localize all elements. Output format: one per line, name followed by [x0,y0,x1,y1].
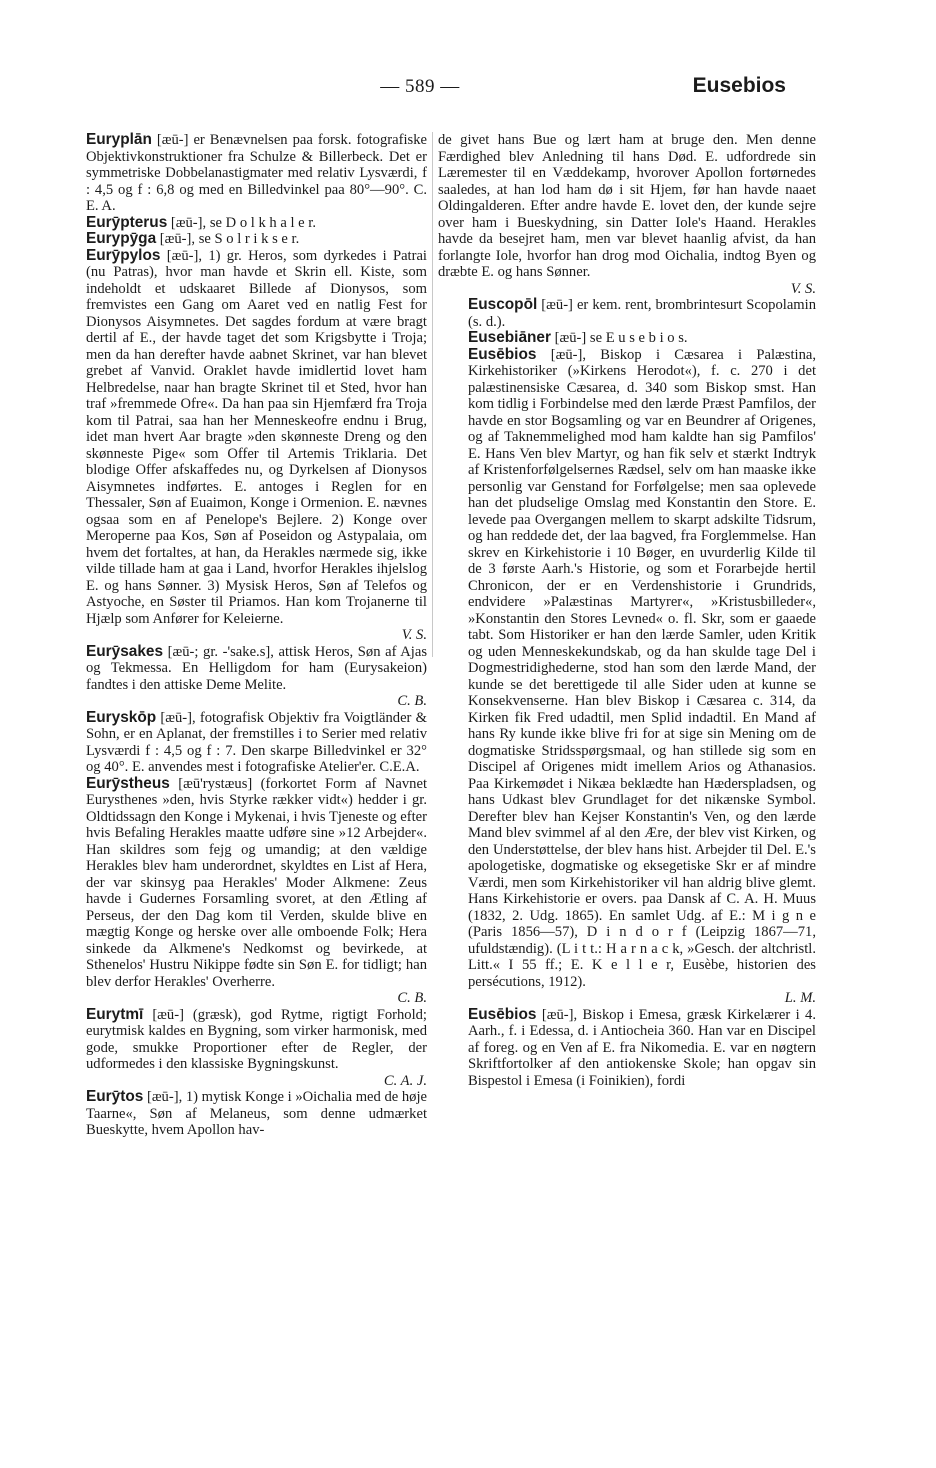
entry-euryplan [56,132,427,215]
author-signature: V. S. [790,280,816,297]
entry-euryskop [56,710,427,776]
entry-text: [æū-], se D o l k h a l e r. [167,214,317,231]
entry-text: [æū-], Biskop i Emesa, græsk Kirkelærer i 4. Aarh., f. i Edessa, d. i Antiocheia 360. Han var en Discipel af foreg. og en Ven af E. fra Nikomedia. E. var en nøgtern Skriftfortolker af den antiokenske Skole; han opgav sin Bispestol i Emesa (i Foinikien), fordi [468,1006,816,1089]
page-number: — 589 — [380,76,460,97]
right-column [438,132,816,1089]
headword: Euryplān [86,131,152,148]
headword: Eusēbios [468,345,537,363]
headword: Eurȳtos [86,1088,144,1105]
page-header [0,76,936,106]
author-signature: L. M. [784,990,816,1006]
entry-text: [æū-] er Benævnelsen paa forsk. fotografiske Objektivkonstruktioner fra Schulze & Billerbeck. Det er symmetriske Dobbelanastigmater med relativ Lysværdi, f : 4,5 og f : 6,8 og med en Billedvinkel paa 80°—90°. C. E. A. [86,132,427,214]
entry-eusebios-emesa [438,1007,816,1090]
entry-eurytos [56,1089,427,1139]
headword: Eurȳpterus [86,213,168,231]
headword: Eusēbios [468,1005,537,1023]
running-head: Eusebios [692,74,786,97]
entry-text: de givet hans Bue og lært ham at bruge den. Men denne Færdighed blev Anledning til hans Død. E. udfordrede sin Læremester til en Væddekamp, hvorover Apollon fortørnedes saaledes, at han lod ham dø i sit Hjem, før han havde naaet Oldingalderen. Efter andre havde E. lovet den, der kunde sejre over ham i Bueskydning, sin Datter Iole's Haand. Herakles havde da besejret ham, men var blevet haanlig afvist, da han forlangte Iole, hvorfor han drog mod Oichalia, indtog Byen og dræbte E. og hans Sønner. [438,132,816,280]
entry-eusebios-caesarea [438,347,816,1007]
entry-text: [æū-] se E u s e b i o s. [550,330,688,346]
entry-text: [æū-], fotografisk Objektiv fra Voigtländer & Sohn, er en Aplanat, der fremstilles i to Serier med relativ Lysværdi f : 4,5 og f : 7. Den skarpe Billedvinkel er 32° og 40°. E. anvendes mest i fotografiske Atelier'er. C.E.A. [86,709,427,775]
entry-eurypterus [56,215,427,232]
entry-text: [æū-], Biskop i Cæsarea i Palæstina, Kirkehistoriker (»Kirkens Herodot«), f. c. 270 i det palæstinensiske Cæsarea, d. 340 som Biskop smst. Han kom tidlig i Forbindelse med den lærde Præst Pamfilos, der havde en stor Bogsamling og var en Beundrer af Origenes, og af Taknemmelighed mod ham kaldte han sig Pamfilos' E. Hans Ven blev Martyr, og han fik selv et stærkt Indtryk af Kristenforfølgelsernes Rædsel, selv om han maaske ikke personlig var Genstand for Forfølgelse; men saa oplevede han det pludselige Omslag med Konstantin den Store. E. levede paa Overgangen mellem to skarpt adskilte Tidsrum, og han reddede det, der laa bagved, fra Forglemmelse. Han skrev en Kirkehistorie i 10 Bøger, en uvurderlig Kilde til de 3 første Aarh.'s Historie, og som et Forarbejde hertil Chronicon, der er en Verdenshistorie i Grundrids, endvidere »Palæstinas Martyrer«, »Kristusbilleder«, »Konstantin den Stores Levned« o. fl. Skr, som er gaaede tabt. Som Historiker er han den lærde Samler, uden Kritik og uden Menneskekundskab, og da han skulde tage Del i Dogmestridighederne, stod han som den lærde Mand, der kunde se det berettigede til alle Sider uden at kunne se Konsekvenserne. Han blev Biskop i Cæsarea c. 314, da Kirken fik Fred udadtil, men Splid indadtil. En Mand af hans Ry kunde ikke blive fri for at sige sin Mening om de dogmatiske Stridsspørgsmaal, og han stillede sig som en Discipel af Origenes midt imellem Arios og Athanasios. Paa Kirkemødet i Nikæa beklædte han Hæderspladsen, og hans Udkast blev Grundlaget for det nikænske Symbol. Derefter blev han Kejser Konstantin's Ven, og den lærde Mand blev svimmel af al den Ære, der blev vist Kirken, og den Understøttelse, der blev hans hist. Arbejder til Del. E.'s apologetiske, dogmatiske og eksegetiske Skr er af mindre Værdi, men som Kirkehistoriker vil han aldrig blive glemt. Hans Kirkehistorie er overs. paa Dansk af C. A. H. Muus (1832, 2. Udg. 1865). En samlet Udg. af E.: M i g n e (Paris 1856—57), D i n d o r f (Leipzig 1867—71, ufuldstændig). (L i t t.: H a r n a c k, »Gesch. der altchristl. Litt.« I 55 ff.; E. K e l l e r, Eusèbe, historien des persécutions, 1912). [468,346,816,990]
author-signature: C. A. J. [383,1072,427,1089]
entry-text: [æū-], 1) mytisk Konge i »Oichalia med de høje Taarne«, Søn af Melaneus, som denne udmærket Bueskytte, hvem Apollon hav- [86,1089,428,1138]
entry-text: [æū-], se S o l r i k s e r. [156,231,300,247]
headword: Euscopōl [468,296,538,313]
entry-eusebianer [438,330,816,347]
entry-eurytmi [56,1007,427,1090]
entry-eurytos-continued [438,132,816,297]
column-divider [432,132,433,657]
entry-eurypylos [56,248,427,644]
entry-euscopol [438,297,816,330]
headword: Euryskōp [86,708,157,726]
headword: Eurȳstheus [86,774,170,792]
headword: Eurytmī [86,1005,144,1023]
entry-eurysakes [56,644,427,710]
headword: Eurypȳga [86,230,157,247]
headword: Eurȳsakes [86,642,164,660]
headword: Eusebiāner [468,329,551,346]
entry-text: [æū-] (græsk), god Rytme, rigtigt Forhold; eurytmisk kaldes en Bygning, som virker harmonisk, med gode, smukke Proportioner efter de Regler, der udformedes i den klassiske Bygningskunst. [86,1006,427,1072]
headword: Eurȳpylos [86,246,161,264]
entry-text: [æū-; gr. -'sake.s], attisk Heros, Søn af Ajas og Tekmessa. En Helligdom for ham (Eurysakeion) fandtes i den attiske Deme Melite. [86,643,427,693]
left-column [56,132,427,1139]
entry-eurystheus [56,776,427,1007]
entry-text: [æū-], 1) gr. Heros, som dyrkedes i Patrai (nu Patras), hvor man havde et Skrin ell. Kiste, som indeholdt et udskaaret Billede af Dionysos, som fremvistes een Gang om Aaret ved en natlig Fest for Dionysos Aisymnetes. Det sagdes fordum at være bragt dertil af E., der havde taget det som Krigsbytte i Troja; men da han derefter havde aabnet Skrinet, var han blevet grebet af Vanvid. Oraklet havde imidlertid lovet ham Helbredelse, naar han bragte Skrinet til et Sted, hvor han traf »fremmede Ofre«. Da han paa sin Hjemfærd fra Troja kom til Patrai, saa han her Menneskeofre endnu i Brug, idet man hvert Aar bragte »den skønneste Dreng og den skønneste Pige« som Offer til Artemis Triklaria. Det blodige Offer afskaffedes nu, og Dyrkelsen af Dionysos Aisymnetes indførtes. E. antoges i Reglen for en Thessaler, Søn af Euaimon, Konge i Ormenion. E. nævnes ogsaa som en af Penelope's Bejlere. 2) Konge over Meroperne paa Kos, Søn af Poseidon og Astypalaia, om hvem det fortaltes, at han, da Herakles nærmede sig, ikke vilde tillade ham at gaa i Land, hvorfor Herakles ihjelslog E. og hans Sønner. 3) Mysisk Heros, Søn af Telefos og Astyoche, en Søster til Priamos. Han kom Trojanerne til Hjælp som Anfører for Keleierne. [86,247,427,627]
entry-text: [æū'rystæus] (forkortet Form af Navnet Eurysthenes »den, hvis Styrke rækker vidt«) hedder i gr. Oldtidssagn den Konge i Mykenai, i hvis Tjeneste og efter hvis Befaling Herakles maatte udføre sine »12 Arbejder«. Han skildres som fejg og umandig; at den vældige Herakles blev ham underordnet, skyldtes en List af Hera, der var skinsyg paa Herakles' Moder Alkmene: Zeus havde i Gudernes Forsamling svoret, at den Ætling af Perseus, der den Dag kom til Verden, skulde blive en mægtig Konge og herske over alle omboende Folk; Hera sinkede da Alkmene's Nedkomst og bevirkede, at Sthenelos' Hustru Nikippe fødte sin Søn E. for tidligt; han blev derfor Herakles' Overherre. [86,775,427,990]
entry-eurypyga [56,231,427,248]
author-signature: C. B. [397,990,427,1006]
author-signature: V. S. [401,627,427,643]
author-signature: C. B. [397,693,427,709]
entry-text: [æū-] er kem. rent, brombrintesurt Scopolamin (s. d.). [468,297,816,330]
